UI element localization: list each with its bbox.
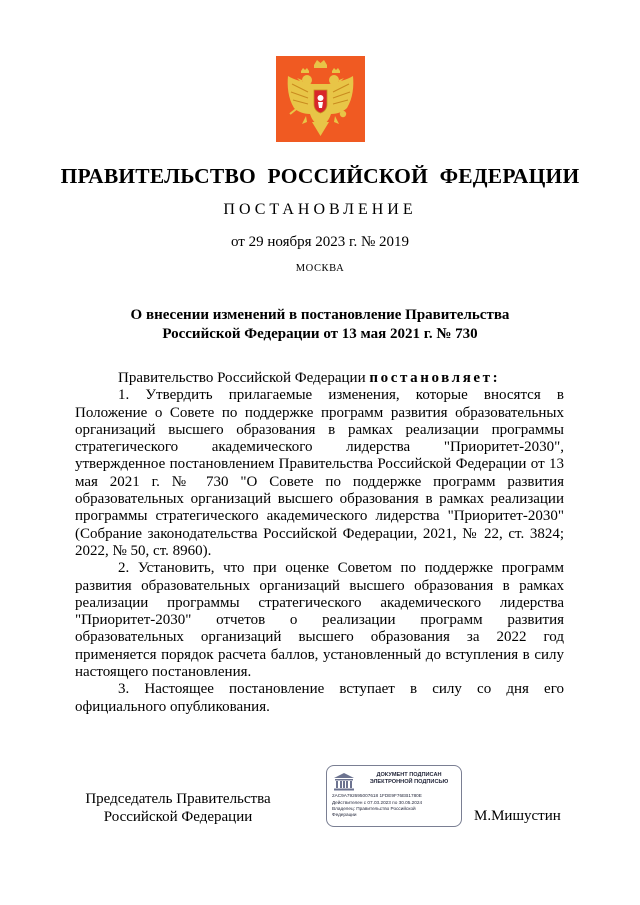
document-city: МОСКВА (295, 263, 345, 274)
paragraph-1: 1. Утвердить прилагаемые изменения, которые вносятся в Положение о Совете по поддержке программ развития образовательных организаций высшего образования в рамках реализации программы стратегического академического лидерства "Приоритет-2030", утвержденное постановлением Правительства Российской Федерации от 13 мая 2021 г. № 730 "О Совете по поддержке программ развития образовательных организаций высшего образования в рамках реализации программы стратегического академического лидерства "Приоритет-2030" (Собрание законодательства Российской Федерации, 2021, № 22, ст. 3824; 2022, № 50, ст. 8960). (75, 387, 564, 559)
certificate-owner-cont: Федерации (332, 812, 357, 817)
certificate-serial: 2AC9A792695007618 1FDE9F76EB1780E (332, 793, 422, 798)
document-date: от 29 ноября 2023 г. № 2019 (230, 234, 410, 250)
stamp-title-line-1: ДОКУМЕНТ ПОДПИСАН (376, 772, 442, 778)
intro-paragraph (75, 370, 564, 387)
signatory-position-line-1: Председатель Правительства (85, 791, 271, 807)
electronic-signature-stamp (326, 765, 462, 827)
document-type: ПОСТАНОВЛЕНИЕ (223, 201, 417, 218)
certificate-validity: Действителен с 07.03.2023 по 30.05.2024 (332, 800, 423, 805)
subject-line-2: Российской Федерации от 13 мая 2021 г. № 730 (162, 326, 478, 342)
paragraph-2: 2. Установить, что при оценке Советом по поддержке программ развития образовательных организаций высшего образования в рамках реализации программы стратегического академического лидерства "Приоритет-2030" отчетов о реализации программ развития образовательных организаций высшего образования за 2022 год применяется порядок расчета баллов, установленный до вступления в силу настоящего постановления. (75, 560, 564, 681)
stamp-title (359, 772, 459, 786)
signatory-position-line-2: Российской Федерации (103, 809, 253, 825)
paragraph-3: 3. Настоящее постановление вступает в силу со дня его официального опубликования. (75, 681, 564, 715)
resolution-keyword: постановляет: (369, 370, 501, 386)
certificate-owner: Владелец: Правительство Российской (332, 806, 416, 811)
document-subject (0, 306, 640, 344)
stamp-title-line-2: ЭЛЕКТРОННОЙ ПОДПИСЬЮ (369, 778, 449, 785)
signatory-name: М.Мишустин (474, 808, 561, 824)
government-title: ПРАВИТЕЛЬСТВО РОССИЙСКОЙ ФЕДЕРАЦИИ (60, 164, 580, 188)
intro-text: Правительство Российской Федерации (118, 370, 370, 386)
subject-line-1: О внесении изменений в постановление Правительства (130, 307, 510, 323)
coat-of-arms-icon (276, 56, 365, 142)
document-body (75, 370, 564, 716)
signatory-position (78, 790, 278, 826)
government-building-icon (332, 770, 356, 792)
